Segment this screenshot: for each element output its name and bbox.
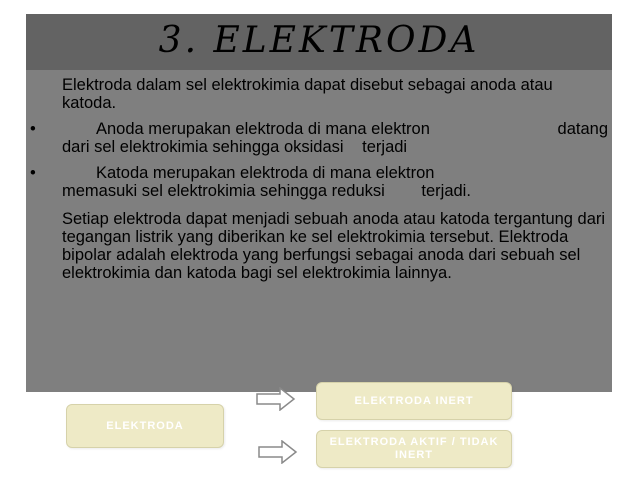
slide-body bbox=[30, 76, 608, 290]
bullet-katoda-text-2b: terjadi. bbox=[421, 182, 471, 200]
bullet-marker: • bbox=[30, 120, 36, 138]
bullet-anoda-line-2 bbox=[62, 138, 608, 156]
intro-paragraph: Elektroda dalam sel elektrokimia dapat disebut sebagai anoda atau katoda. bbox=[62, 76, 553, 112]
bullet-anoda-text-1a: Anoda merupakan elektroda di mana elektron bbox=[96, 120, 430, 138]
bullet-anoda bbox=[30, 120, 608, 156]
bullet-anoda-text-2b: terjadi bbox=[362, 138, 408, 156]
bullet-katoda-line-1 bbox=[62, 164, 608, 182]
arrow-right-icon bbox=[256, 387, 296, 411]
bullet-katoda-line-2 bbox=[62, 182, 608, 200]
closing-paragraph: Setiap elektroda dapat menjadi sebuah anoda atau katoda tergantung dari tegangan listrik yang diberikan ke sel elektrokimia tersebut. Elektroda bipolar adalah elektroda yang berfungsi sebagai anoda dari sebuah sel elektrokimia dan katoda bagi sel elektrokimia lainnya. bbox=[62, 210, 606, 282]
bullet-marker: • bbox=[30, 164, 36, 182]
diagram-elektroda-box bbox=[66, 404, 224, 448]
bullet-katoda-text-2a: memasuki sel elektrokimia sehingga reduksi bbox=[62, 182, 385, 200]
diagram-aktif-box bbox=[316, 430, 512, 468]
diagram-elektroda-label: ELEKTRODA bbox=[106, 420, 184, 432]
slide-title: 3. ELEKTRODA bbox=[158, 20, 480, 61]
bullet-anoda-line-1 bbox=[62, 120, 608, 138]
diagram-aktif-label: ELEKTRODA AKTIF / TIDAK INERT bbox=[329, 436, 499, 461]
arrow-right-icon bbox=[258, 440, 298, 464]
bullet-anoda-text-2a: dari sel elektrokimia sehingga oksidasi bbox=[62, 138, 344, 156]
diagram-inert-box bbox=[316, 382, 512, 420]
diagram-inert-label: ELEKTRODA INERT bbox=[354, 395, 474, 407]
bullet-anoda-text-1b: datang bbox=[557, 120, 608, 138]
bullet-katoda bbox=[30, 164, 608, 200]
bullet-katoda-text-1a: Katoda merupakan elektroda di mana elektron bbox=[96, 164, 435, 182]
